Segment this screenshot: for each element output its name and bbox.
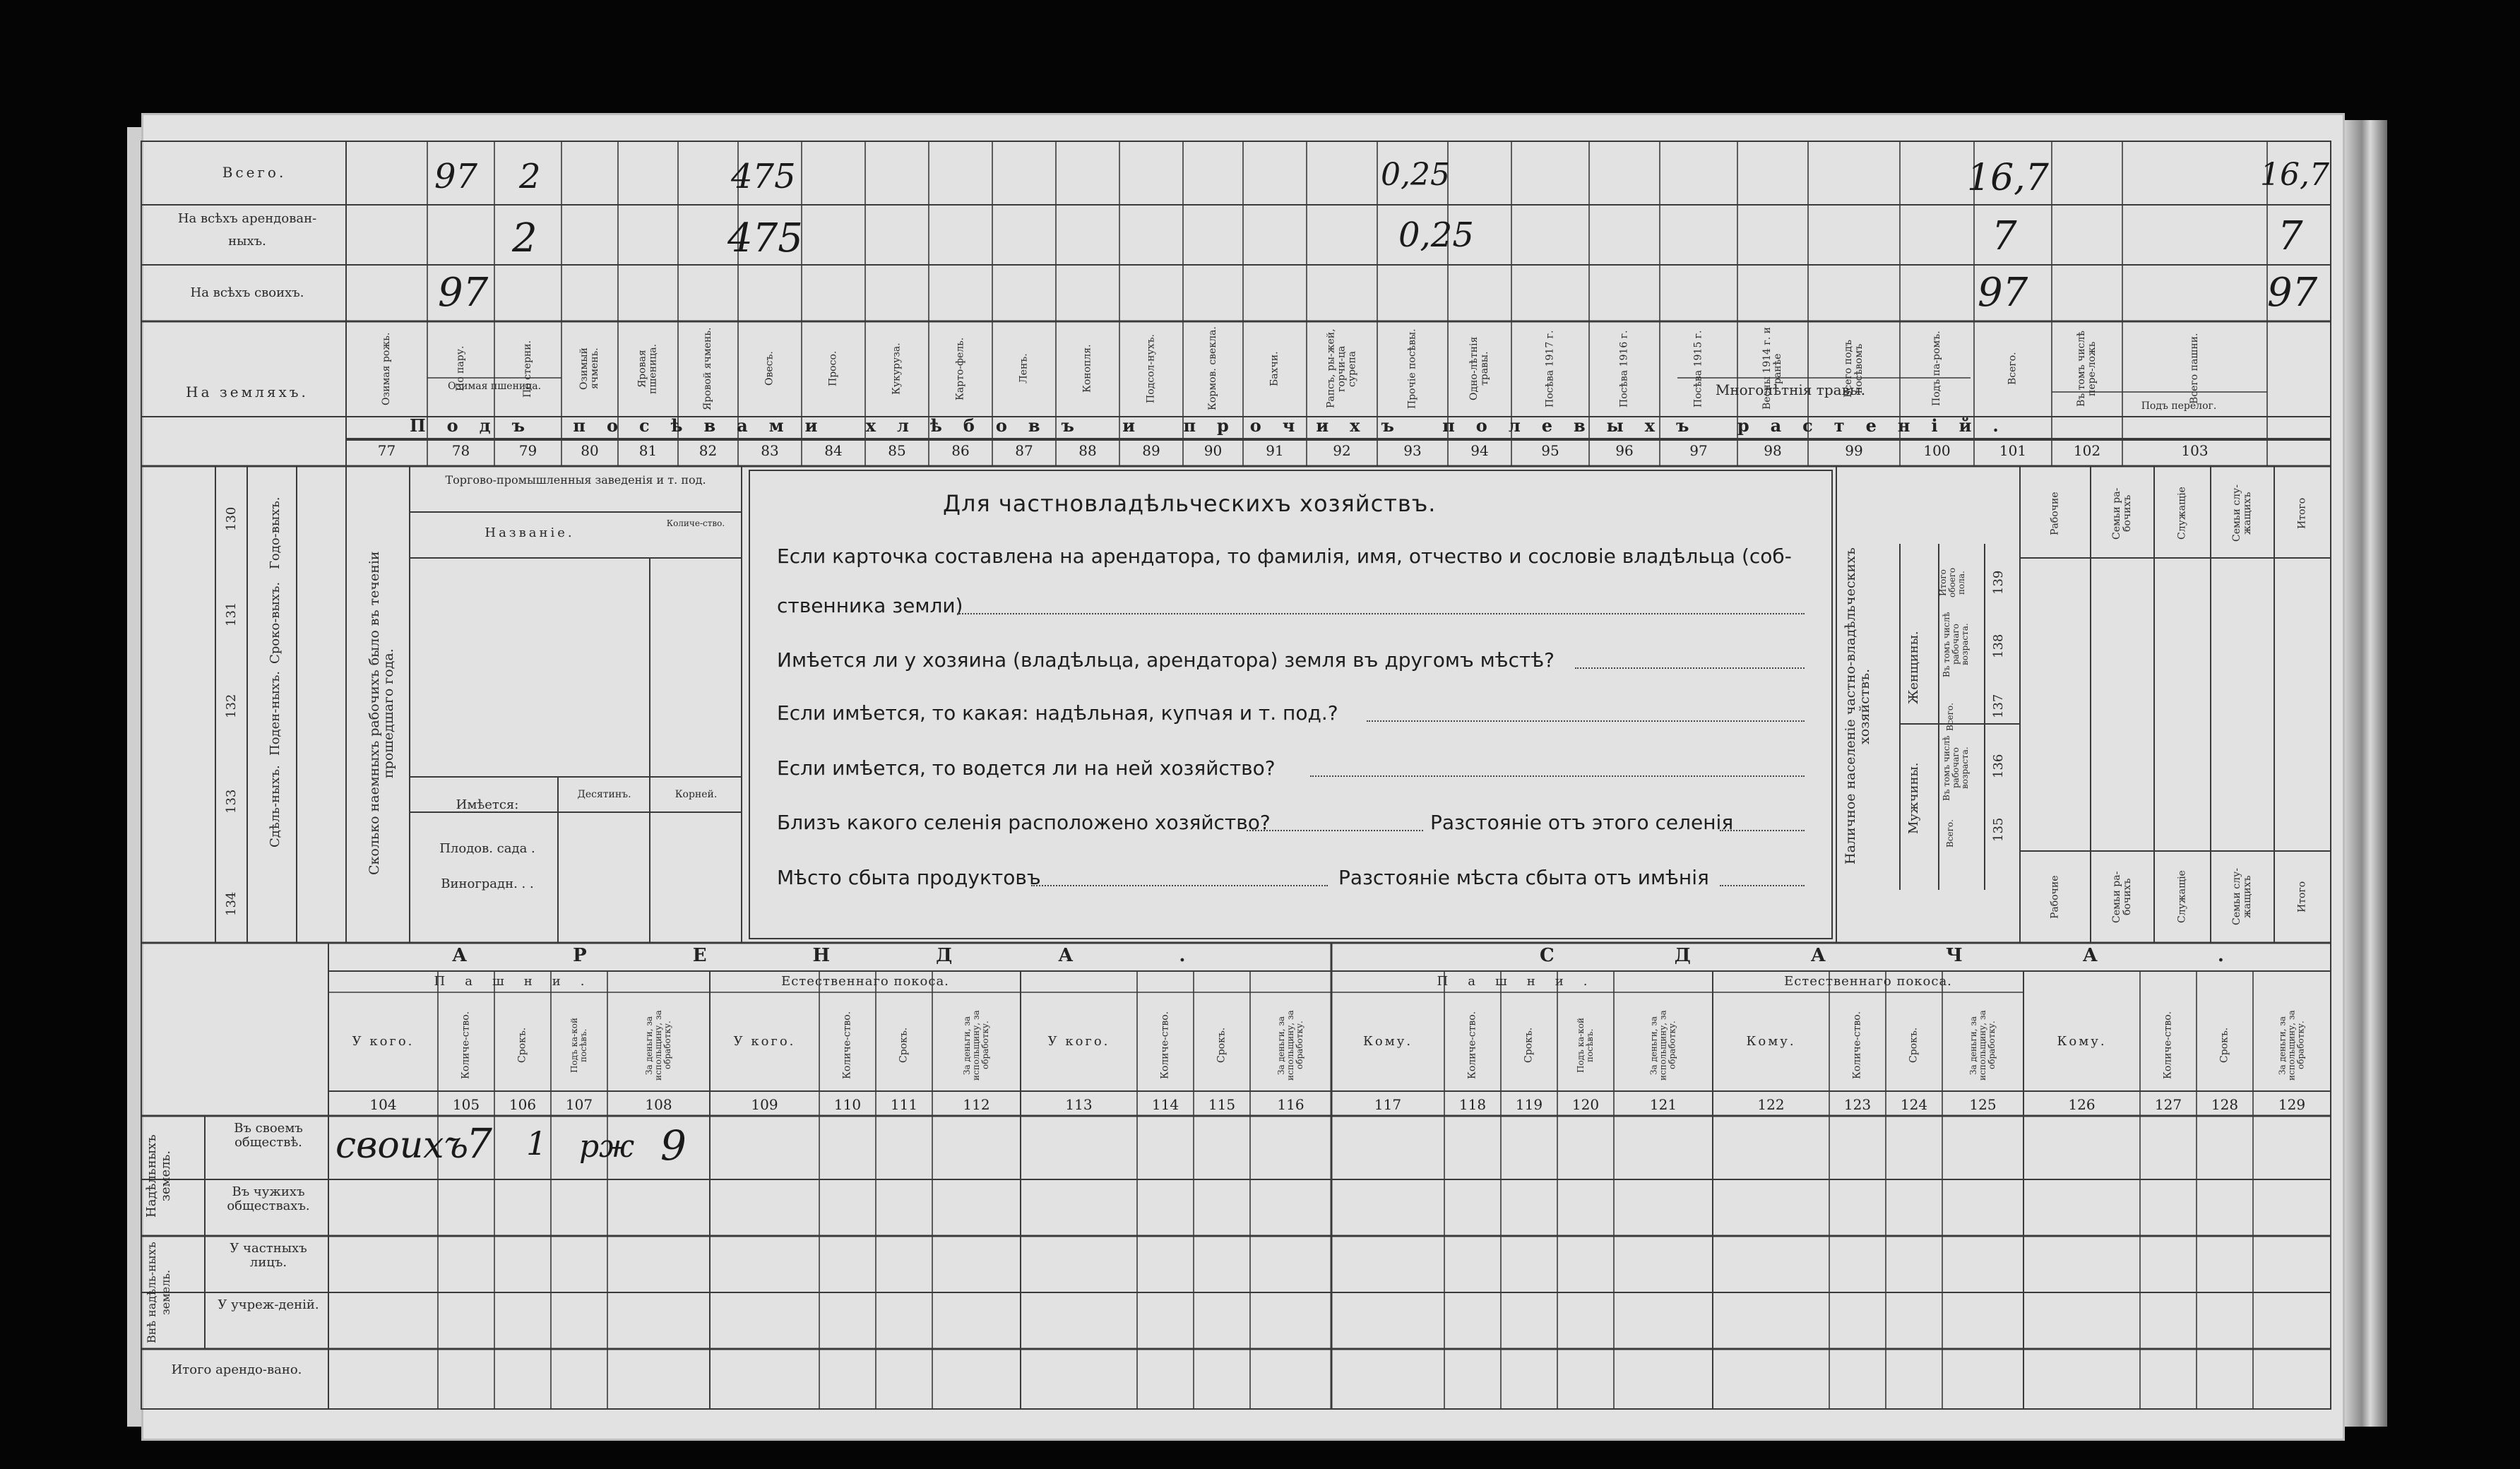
top-col-num-88: 88 [1078, 442, 1097, 459]
bottom-group-header-4: Естественнаго покоса. [1784, 974, 1952, 989]
top-col-num-91: 91 [1266, 442, 1284, 459]
bottom-col-num-106: 106 [509, 1096, 537, 1113]
bottom-col-num-105: 105 [452, 1096, 480, 1113]
bottom-col-num-110: 110 [833, 1096, 862, 1113]
trade-name-header: Названіе. [485, 525, 575, 540]
bottom-col-num-116: 116 [1277, 1096, 1304, 1113]
crop-header-10: Карто-фель. [954, 337, 966, 400]
bottom-col-header-129: За деньги, за испольщину, за обработку. [2277, 1010, 2306, 1081]
col-136: 136 [1991, 754, 2006, 779]
bottom-col-num-122: 122 [1757, 1096, 1785, 1113]
pop-header-top-4: Семьи слу-жащихъ [2231, 484, 2253, 542]
crop-header-25: Всего. [2007, 352, 2019, 386]
bottom-col-num-115: 115 [1208, 1096, 1236, 1113]
hw-rented-bahchi: 0,25 [1398, 215, 1474, 255]
top-col-num-87: 87 [1015, 442, 1033, 459]
sown-crops-banner: Подъ посѣвами хлѣбовъ и прочихъ полевыхъ растеній. [410, 415, 2020, 436]
top-col-num-95: 95 [1541, 442, 1559, 459]
pop-header-top-2: Семьи ра-бочихъ [2111, 487, 2133, 540]
hw-total-barley: 475 [731, 157, 796, 196]
group-allotment-lands: Надѣльныхъ земель. [144, 1134, 173, 1218]
row-total-rented: Итого арендо-вано. [171, 1362, 302, 1377]
bottom-col-num-120: 120 [1571, 1096, 1600, 1113]
korney-header: Корней. [674, 789, 718, 800]
hw-own-pashnya: 97 [2267, 270, 2318, 316]
row-label-rented-1: На всѣхъ арендован- [177, 211, 317, 226]
hw-own-rye: 97 [438, 270, 489, 316]
group-non-allotment: Внѣ надѣль-ныхъ земель. [145, 1242, 172, 1343]
hw-total-pashnya: 16,7 [2260, 157, 2329, 193]
sdacha-banner: СДАЧА. [1540, 945, 2344, 966]
col-135: 135 [1991, 817, 2006, 843]
bottom-group-header-1: Пашни. [434, 974, 605, 989]
col-139: 139 [1991, 570, 2006, 595]
hw-own-sown: 97 [1978, 270, 2028, 316]
top-col-num-84: 84 [824, 442, 843, 459]
crop-header-27: Всего пашни. [2189, 333, 2200, 405]
col-130: 130 [224, 506, 239, 532]
bottom-col-num-125: 125 [1969, 1096, 1997, 1113]
bottom-col-header-111: Срокъ. [898, 1027, 910, 1064]
crop-header-5: Яровая пшеница. [636, 343, 659, 394]
bottom-col-num-124: 124 [1900, 1096, 1928, 1113]
bottom-col-header-124: Срокъ. [1908, 1027, 1920, 1064]
top-col-num-92: 92 [1333, 442, 1351, 459]
col-138: 138 [1991, 634, 2006, 659]
hw-term: 1 [526, 1124, 547, 1162]
crop-header-24: Подъ па-ромъ. [1931, 331, 1942, 407]
bottom-col-header-121: За деньги, за испольщину, за обработку. [1648, 1010, 1677, 1081]
hdr-term: Сроко-выхъ. [268, 581, 283, 664]
bottom-group-header-3: Пашни. [1437, 974, 1607, 989]
bottom-col-header-128: Срокъ. [2218, 1027, 2230, 1064]
top-col-num-101: 101 [1999, 442, 2027, 459]
hw-total-bahchi: 0,25 [1381, 157, 1450, 193]
col-137: 137 [1991, 694, 2006, 719]
hw-payment: 9 [660, 1122, 687, 1170]
hw-total-wheat: 2 [519, 157, 541, 196]
bottom-col-header-120: Подъ ка-кой посѣвъ. [1576, 1018, 1595, 1073]
pop-header-bot-3: Служащіе [2176, 870, 2188, 924]
crop-header-18: Одно-лѣтнія травы. [1468, 336, 1490, 401]
bottom-col-header-119: Срокъ. [1523, 1027, 1535, 1064]
bottom-col-header-122: Кому. [1746, 1034, 1796, 1049]
crop-header-1: Озимая рожь. [381, 332, 392, 405]
hired-workers-vertical: Сколько наемныхъ рабочихъ было въ теченіи прошедшаго года. [367, 551, 396, 876]
crop-header-14: Кормов. свекла. [1207, 326, 1218, 411]
top-col-num-100: 100 [1923, 442, 1951, 459]
crop-header-7: Овесъ. [763, 351, 775, 386]
desyat-header: Десятинъ. [577, 789, 631, 800]
row-institutions: У учреж-деній. [218, 1297, 319, 1312]
bottom-col-num-121: 121 [1649, 1096, 1677, 1113]
hw-from-whom: своихъ [335, 1124, 469, 1167]
row-label-rented-2: ныхъ. [228, 234, 266, 249]
top-col-num-82: 82 [699, 442, 718, 459]
under-fallow-label: Подъ перелог. [2141, 400, 2217, 412]
bottom-col-num-107: 107 [565, 1096, 593, 1113]
bottom-col-num-128: 128 [2211, 1096, 2239, 1113]
pop-header-bot-1: Рабочие [2049, 875, 2061, 919]
q6b: Разстояніе мѣста сбыта отъ имѣнія [1338, 866, 1709, 889]
top-col-num-81: 81 [638, 442, 658, 459]
bottom-col-num-114: 114 [1151, 1096, 1179, 1113]
top-col-num-80: 80 [581, 442, 599, 459]
q1-line-a: Если карточка составлена на арендатора, то фамилія, имя, отчество и сословіе владѣльца (соб- [777, 545, 1792, 568]
row-private-persons: У частныхъ лицъ. [230, 1241, 307, 1270]
row-label-total: Всего. [222, 164, 287, 181]
top-col-num-77: 77 [377, 442, 396, 459]
total-both-sexes: Итого обоего пола. [1938, 567, 1966, 598]
bottom-col-header-125: За деньги, за испольщину, за обработку. [1968, 1010, 1997, 1081]
trade-qty-header: Количе-ство. [666, 518, 725, 528]
hw-total-sown: 16,7 [1967, 157, 2049, 199]
top-col-num-89: 89 [1142, 442, 1160, 459]
col-134: 134 [224, 891, 239, 917]
men-all: Всего. [1945, 819, 1955, 848]
arenda-banner: АРЕНДА. [452, 945, 1292, 966]
crop-header-3: По стерни. [522, 340, 533, 398]
bottom-group-header-2: Естественнаго покоса. [781, 974, 949, 989]
perennial-grass-label: Многолѣтнія травы. [1715, 381, 1866, 398]
top-col-num-79: 79 [518, 442, 537, 459]
bottom-col-header-104: У кого. [352, 1034, 415, 1049]
bottom-col-header-117: Кому. [1362, 1034, 1413, 1049]
bottom-col-header-123: Количе-ство. [1851, 1011, 1863, 1080]
hw-rented-sown: 7 [1992, 213, 2017, 259]
bottom-col-num-108: 108 [645, 1096, 672, 1113]
bottom-col-num-104: 104 [369, 1096, 397, 1113]
crop-header-8: Просо. [827, 350, 839, 387]
bottom-col-header-112: За деньги, за испольщину, за обработку. [962, 1010, 990, 1081]
bottom-col-header-106: Срокъ. [516, 1027, 528, 1064]
q4: Если имѣется, то водется ли на ней хозяйство? [777, 756, 1276, 780]
pop-header-top-1: Рабочие [2049, 492, 2061, 535]
private-farm-box [749, 470, 1833, 939]
vineyard-label: Виноградн. . . [441, 876, 534, 891]
bottom-col-header-127: Количе-ство. [2162, 1011, 2174, 1080]
crop-header-22: Весны 1914 г. и ранѣе [1761, 327, 1783, 410]
crop-header-12: Конопля. [1081, 344, 1093, 393]
trade-title: Торгово-промышленныя заведенія и т. под. [445, 473, 706, 487]
col-132: 132 [224, 694, 239, 719]
crop-header-19: Посѣва 1917 г. [1544, 330, 1556, 408]
pop-header-top-3: Служащіе [2176, 487, 2188, 540]
women-working-age: Въ томъ числѣ рабочаго возраста. [1942, 612, 1970, 677]
pop-header-bot-2: Семьи ра-бочихъ [2111, 871, 2133, 923]
top-col-num-98: 98 [1764, 442, 1782, 459]
hdr-piece: Сдѣль-ныхъ. [268, 765, 283, 848]
population-vertical: Наличное населеніе частно-владѣльческихъ хозяйствъ. [1843, 547, 1872, 865]
row-label-own: На всѣхъ своихъ. [190, 285, 304, 300]
winter-wheat-label: Озимая пшеница. [447, 381, 542, 392]
bottom-col-header-105: Количе-ство. [460, 1011, 472, 1080]
crop-header-9: Кукуруза. [891, 343, 903, 395]
hw-rented-wheat: 2 [512, 215, 537, 261]
top-col-num-86: 86 [951, 442, 970, 459]
bottom-col-header-108: За деньги, за испольщину, за обработку. [644, 1010, 672, 1081]
top-col-num-85: 85 [888, 442, 906, 459]
crop-header-23: Всего подъ посѣвомъ [1843, 340, 1865, 398]
crop-header-20: Посѣва 1916 г. [1618, 330, 1630, 408]
col-133: 133 [224, 789, 239, 814]
bottom-col-header-109: У кого. [733, 1034, 796, 1049]
crop-header-6: Яровой ячмень. [702, 327, 713, 410]
pop-header-top-5: Итого [2296, 497, 2308, 530]
men-label: Мужчины. [1906, 762, 1921, 834]
row-other-societies: Въ чужихъ обществахъ. [227, 1184, 310, 1213]
top-col-num-93: 93 [1403, 442, 1422, 459]
crop-header-13: Подсол-нухъ. [1145, 334, 1157, 403]
pop-header-bot-5: Итого [2296, 881, 2308, 913]
top-col-num-96: 96 [1615, 442, 1634, 459]
bottom-col-num-123: 123 [1843, 1096, 1872, 1113]
bottom-col-num-109: 109 [751, 1096, 778, 1113]
bottom-col-num-111: 111 [890, 1096, 918, 1113]
q2: Имѣется ли у хозяина (владѣльца, арендатора) земля въ другомъ мѣстѣ? [777, 648, 1555, 672]
top-col-num-99: 99 [1845, 442, 1863, 459]
hw-quantity: 7 [466, 1119, 492, 1167]
top-col-num-90: 90 [1203, 442, 1223, 459]
top-col-num-103: 103 [2181, 442, 2209, 459]
bottom-col-header-114: Количе-ство. [1159, 1011, 1171, 1080]
top-col-num-94: 94 [1470, 442, 1489, 459]
bottom-col-header-118: Количе-ство. [1466, 1011, 1478, 1080]
top-col-num-102: 102 [2073, 442, 2101, 459]
q5b: Разстояніе отъ этого селенія [1430, 811, 1734, 834]
col-131: 131 [224, 602, 239, 627]
crop-header-21: Посѣва 1915 г. [1692, 330, 1704, 408]
bottom-col-num-118: 118 [1458, 1096, 1487, 1113]
crop-header-2: По пару. [455, 345, 466, 392]
top-col-num-97: 97 [1689, 442, 1708, 459]
hw-rented-barley: 475 [727, 215, 803, 261]
bottom-col-num-126: 126 [2068, 1096, 2096, 1113]
hdr-annual: Годо-выхъ. [268, 496, 283, 570]
bottom-col-header-126: Кому. [2057, 1034, 2107, 1049]
bottom-col-num-117: 117 [1374, 1096, 1402, 1113]
row-own-society: Въ своемъ обществѣ. [234, 1121, 303, 1150]
women-all: Всего. [1945, 703, 1955, 731]
top-col-num-78: 78 [451, 442, 470, 459]
men-working-age: Въ томъ числѣ рабочаго возраста. [1942, 735, 1970, 801]
bottom-col-num-119: 119 [1515, 1096, 1543, 1113]
row-label-on-lands: На земляхъ. [186, 383, 309, 400]
bottom-col-num-113: 113 [1065, 1096, 1093, 1113]
q5: Близъ какого селенія расположено хозяйство? [777, 811, 1271, 834]
crop-header-4: Озимый ячмень. [578, 347, 600, 390]
crop-header-26: Въ томъ числѣ пере-ложь [2076, 331, 2098, 407]
has-label: Имѣется: [456, 797, 519, 812]
bottom-col-header-116: За деньги, за испольщину, за обработку. [1276, 1010, 1304, 1081]
top-col-num-83: 83 [761, 442, 779, 459]
bottom-col-header-115: Срокъ. [1216, 1027, 1228, 1064]
orchard-label: Плодов. сада . [439, 841, 535, 856]
crop-header-11: Ленъ. [1018, 353, 1030, 384]
hw-crop: рж [579, 1129, 635, 1165]
bottom-col-num-112: 112 [963, 1096, 990, 1113]
bottom-col-header-113: У кого. [1047, 1034, 1110, 1049]
bottom-col-header-110: Количе-ство. [841, 1011, 853, 1080]
q3: Если имѣется, то какая: надѣльная, купчая и т. под.? [777, 701, 1338, 725]
q6: Мѣсто сбыта продуктовъ [777, 866, 1041, 889]
hdr-daily: Поден-ныхъ. [268, 671, 283, 756]
crop-header-15: Бахчи. [1268, 351, 1280, 386]
hw-total-rye: 97 [434, 157, 478, 196]
women-label: Женщины. [1906, 631, 1921, 704]
q1-line-b: ственника земли) [777, 594, 963, 617]
bottom-col-num-127: 127 [2154, 1096, 2182, 1113]
crop-header-17: Прочіе посѣвы. [1406, 328, 1418, 409]
crop-header-16: Рапсъ, ры-жей, горчи-ца сурепа [1325, 328, 1358, 409]
pop-header-bot-4: Семьи слу-жащихъ [2231, 868, 2253, 926]
hw-rented-pashnya: 7 [2278, 213, 2303, 259]
private-farm-title: Для частновладѣльческихъ хозяйствъ. [943, 490, 1437, 517]
bottom-col-header-107: Подъ ка-кой посѣвъ. [569, 1018, 588, 1073]
bottom-col-num-129: 129 [2278, 1096, 2306, 1113]
